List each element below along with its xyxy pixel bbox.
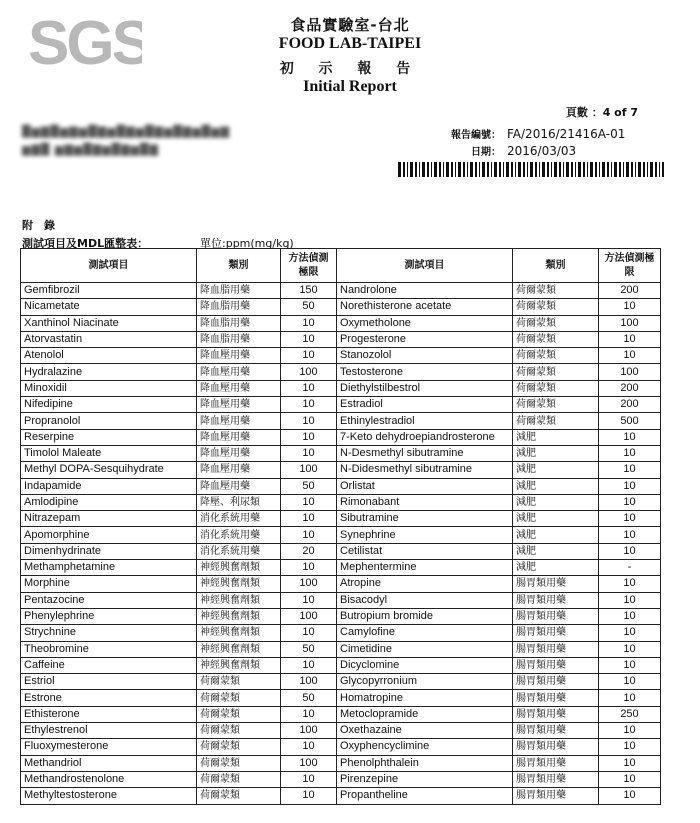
table-row <box>21 527 661 543</box>
lab-name-cn: 食品實驗室-台北 <box>290 16 410 34</box>
item-left: Morphine <box>21 576 197 592</box>
mdl-left: 10 <box>281 592 337 608</box>
mdl-right: 10 <box>599 690 661 706</box>
col-header-category: 類別 <box>197 249 281 283</box>
item-right: Bisacodyl <box>337 592 513 608</box>
mdl-left: 10 <box>281 315 337 331</box>
category-left: 降血壓用藥 <box>197 478 281 494</box>
category-left: 降血脂用藥 <box>197 283 281 299</box>
mdl-left: 10 <box>281 348 337 364</box>
table-row <box>21 755 661 771</box>
mdl-right: 100 <box>599 315 661 331</box>
mdl-left: 20 <box>281 543 337 559</box>
item-right: Phenolphthalein <box>337 755 513 771</box>
item-left: Dimenhydrinate <box>21 543 197 559</box>
report-date <box>441 143 576 158</box>
mdl-left: 100 <box>281 674 337 690</box>
table-row <box>21 315 661 331</box>
mdl-right: 200 <box>599 380 661 396</box>
mdl-right: 10 <box>599 771 661 787</box>
mdl-left: 100 <box>281 608 337 624</box>
table-row <box>21 723 661 739</box>
unit-label: 單位:ppm(mg/kg) <box>200 237 294 250</box>
category-left: 神經興奮劑類 <box>197 576 281 592</box>
col-header-mdl: 方法偵測極限 <box>281 249 337 283</box>
mdl-right: 10 <box>599 625 661 641</box>
item-left: Nitrazepam <box>21 511 197 527</box>
item-right: Ethinylestradiol <box>337 413 513 429</box>
item-left: Estrone <box>21 690 197 706</box>
category-left: 荷爾蒙類 <box>197 788 281 804</box>
category-left: 荷爾蒙類 <box>197 739 281 755</box>
category-left: 降血壓用藥 <box>197 397 281 413</box>
item-left: Atorvastatin <box>21 331 197 347</box>
item-left: Ethylestrenol <box>21 723 197 739</box>
mdl-right: 10 <box>599 331 661 347</box>
col-header-test-item: 測試項目 <box>337 249 513 283</box>
table-row <box>21 592 661 608</box>
table-row <box>21 625 661 641</box>
appendix-label: 附 錄 <box>22 219 55 232</box>
category-left: 降血壓用藥 <box>197 445 281 461</box>
item-left: Methandrostenolone <box>21 771 197 787</box>
mdl-left: 10 <box>281 380 337 396</box>
table-row <box>21 657 661 673</box>
mdl-right: 200 <box>599 283 661 299</box>
mdl-right: 10 <box>599 543 661 559</box>
category-right: 荷爾蒙類 <box>513 413 599 429</box>
lab-name-en: FOOD LAB-TAIPEI <box>278 35 422 52</box>
category-left: 神經興奮劑類 <box>197 608 281 624</box>
category-left: 神經興奮劑類 <box>197 625 281 641</box>
item-right: Rimonabant <box>337 494 513 510</box>
item-left: Propranolol <box>21 413 197 429</box>
table-row <box>21 445 661 461</box>
table-row <box>21 608 661 624</box>
report-number <box>441 126 625 141</box>
item-right: Pirenzepine <box>337 771 513 787</box>
table-title: 測試項目及MDL匯整表： <box>22 237 149 250</box>
category-right: 腸胃類用藥 <box>513 771 599 787</box>
category-right: 荷爾蒙類 <box>513 364 599 380</box>
table-row <box>21 413 661 429</box>
report-number-value: FA/2016/21416A-01 <box>507 127 626 141</box>
category-right: 減肥 <box>513 527 599 543</box>
category-left: 降血壓用藥 <box>197 364 281 380</box>
mdl-right: 10 <box>599 657 661 673</box>
category-left: 降血壓用藥 <box>197 413 281 429</box>
mdl-left: 10 <box>281 445 337 461</box>
mdl-left: 10 <box>281 739 337 755</box>
mdl-left: 50 <box>281 478 337 494</box>
category-right: 荷爾蒙類 <box>513 283 599 299</box>
mdl-left: 10 <box>281 771 337 787</box>
col-header-mdl: 方法偵測極限 <box>599 249 661 283</box>
item-left: Xanthinol Niacinate <box>21 315 197 331</box>
item-right: Progesterone <box>337 331 513 347</box>
item-left: Methyl DOPA-Sesquihydrate <box>21 462 197 478</box>
table-row <box>21 739 661 755</box>
mdl-right: 10 <box>599 788 661 804</box>
category-right: 腸胃類用藥 <box>513 641 599 657</box>
mdl-right: 10 <box>599 494 661 510</box>
table-row <box>21 299 661 315</box>
category-left: 降血壓用藥 <box>197 429 281 445</box>
report-date-value: 2016/03/03 <box>507 144 577 158</box>
item-left: Pentazocine <box>21 592 197 608</box>
item-left: Methamphetamine <box>21 560 197 576</box>
mdl-right: 10 <box>599 299 661 315</box>
item-right: Camylofine <box>337 625 513 641</box>
category-left: 降血脂用藥 <box>197 299 281 315</box>
item-left: Methyltestosterone <box>21 788 197 804</box>
item-right: Norethisterone acetate <box>337 299 513 315</box>
table-row <box>21 429 661 445</box>
mdl-right: 10 <box>599 608 661 624</box>
item-left: Timolol Maleate <box>21 445 197 461</box>
col-header-test-item: 測試項目 <box>21 249 197 283</box>
category-right: 荷爾蒙類 <box>513 380 599 396</box>
category-right: 腸胃類用藥 <box>513 739 599 755</box>
mdl-right: 10 <box>599 755 661 771</box>
table-row <box>21 771 661 787</box>
item-right: Testosterone <box>337 364 513 380</box>
category-right: 腸胃類用藥 <box>513 788 599 804</box>
category-left: 荷爾蒙類 <box>197 723 281 739</box>
item-left: Fluoxymesterone <box>21 739 197 755</box>
table-row <box>21 511 661 527</box>
category-right: 荷爾蒙類 <box>513 348 599 364</box>
category-right: 減肥 <box>513 543 599 559</box>
mdl-left: 100 <box>281 364 337 380</box>
item-right: Atropine <box>337 576 513 592</box>
category-right: 腸胃類用藥 <box>513 625 599 641</box>
mdl-right: 10 <box>599 592 661 608</box>
report-date-label: 日期： <box>471 147 501 158</box>
mdl-left: 10 <box>281 560 337 576</box>
item-right: Cetilistat <box>337 543 513 559</box>
mdl-right: 10 <box>599 527 661 543</box>
mdl-right: 10 <box>599 429 661 445</box>
mdl-right: 10 <box>599 674 661 690</box>
category-right: 腸胃類用藥 <box>513 755 599 771</box>
item-right: Homatropine <box>337 690 513 706</box>
item-right: 7-Keto dehydroepiandrosterone <box>337 429 513 445</box>
mdl-right: 10 <box>599 348 661 364</box>
table-row <box>21 674 661 690</box>
category-right: 減肥 <box>513 494 599 510</box>
category-right: 荷爾蒙類 <box>513 299 599 315</box>
item-left: Phenylephrine <box>21 608 197 624</box>
mdl-left: 10 <box>281 397 337 413</box>
item-right: Estradiol <box>337 397 513 413</box>
category-left: 神經興奮劑類 <box>197 592 281 608</box>
item-left: Methandriol <box>21 755 197 771</box>
category-left: 荷爾蒙類 <box>197 690 281 706</box>
item-left: Nifedipine <box>21 397 197 413</box>
category-left: 降壓、利尿類 <box>197 494 281 510</box>
mdl-right: 10 <box>599 478 661 494</box>
table-row <box>21 348 661 364</box>
category-right: 腸胃類用藥 <box>513 706 599 722</box>
table-row <box>21 560 661 576</box>
item-left: Reserpine <box>21 429 197 445</box>
category-right: 腸胃類用藥 <box>513 690 599 706</box>
redacted-client-address: ▆▇█ ▆▇▆█▇▆█▇▆█▇ <box>22 143 159 156</box>
mdl-left: 10 <box>281 788 337 804</box>
mdl-left: 10 <box>281 429 337 445</box>
item-right: N-Didesmethyl sibutramine <box>337 462 513 478</box>
item-left: Caffeine <box>21 657 197 673</box>
mdl-right: 200 <box>599 397 661 413</box>
mdl-right: 10 <box>599 576 661 592</box>
mdl-left: 10 <box>281 511 337 527</box>
table-header-row <box>21 249 661 283</box>
category-right: 荷爾蒙類 <box>513 397 599 413</box>
table-row <box>21 462 661 478</box>
item-left: Nicametate <box>21 299 197 315</box>
item-left: Hydralazine <box>21 364 197 380</box>
table-row <box>21 478 661 494</box>
table-row <box>21 706 661 722</box>
item-left: Gemfibrozil <box>21 283 197 299</box>
item-right: Orlistat <box>337 478 513 494</box>
category-left: 荷爾蒙類 <box>197 771 281 787</box>
category-right: 腸胃類用藥 <box>513 723 599 739</box>
category-left: 神經興奮劑類 <box>197 560 281 576</box>
item-right: Mephentermine <box>337 560 513 576</box>
item-right: Synephrine <box>337 527 513 543</box>
report-type-cn: 初 示 報 告 <box>279 61 421 77</box>
category-right: 減肥 <box>513 560 599 576</box>
item-right: Butropium bromide <box>337 608 513 624</box>
item-left: Ethisterone <box>21 706 197 722</box>
redacted-client-name: █▆▇█▆▇▆█▇▆█▇▆█▇▆█▇▆█▆▇ <box>22 125 231 138</box>
item-right: N-Desmethyl sibutramine <box>337 445 513 461</box>
category-right: 腸胃類用藥 <box>513 674 599 690</box>
mdl-right: 10 <box>599 462 661 478</box>
item-left: Estriol <box>21 674 197 690</box>
mdl-left: 10 <box>281 657 337 673</box>
mdl-left: 10 <box>281 527 337 543</box>
item-left: Indapamide <box>21 478 197 494</box>
mdl-left: 10 <box>281 706 337 722</box>
category-left: 荷爾蒙類 <box>197 706 281 722</box>
mdl-right: 10 <box>599 723 661 739</box>
mdl-left: 100 <box>281 576 337 592</box>
category-left: 神經興奮劑類 <box>197 657 281 673</box>
table-row <box>21 283 661 299</box>
table-row <box>21 494 661 510</box>
category-left: 降血壓用藥 <box>197 380 281 396</box>
category-left: 消化系統用藥 <box>197 511 281 527</box>
mdl-left: 100 <box>281 723 337 739</box>
mdl-left: 10 <box>281 625 337 641</box>
item-left: Minoxidil <box>21 380 197 396</box>
mdl-right: 10 <box>599 739 661 755</box>
mdl-right: - <box>599 560 661 576</box>
report-number-label: 報告編號： <box>451 130 501 141</box>
item-left: Apomorphine <box>21 527 197 543</box>
item-right: Nandrolone <box>337 283 513 299</box>
mdl-left: 100 <box>281 755 337 771</box>
table-row <box>21 543 661 559</box>
category-left: 降血壓用藥 <box>197 348 281 364</box>
table-row <box>21 690 661 706</box>
category-left: 荷爾蒙類 <box>197 755 281 771</box>
item-left: Atenolol <box>21 348 197 364</box>
mdl-left: 10 <box>281 413 337 429</box>
mdl-right: 10 <box>599 641 661 657</box>
mdl-right: 10 <box>599 445 661 461</box>
mdl-right: 100 <box>599 364 661 380</box>
item-left: Strychnine <box>21 625 197 641</box>
category-right: 荷爾蒙類 <box>513 315 599 331</box>
item-right: Stanozolol <box>337 348 513 364</box>
item-right: Glycopyrronium <box>337 674 513 690</box>
item-right: Metoclopramide <box>337 706 513 722</box>
mdl-right: 10 <box>599 511 661 527</box>
report-type-en: Initial Report <box>303 78 397 95</box>
table-row <box>21 331 661 347</box>
barcode <box>398 162 664 177</box>
item-right: Oxymetholone <box>337 315 513 331</box>
category-right: 腸胃類用藥 <box>513 592 599 608</box>
category-left: 降血壓用藥 <box>197 462 281 478</box>
table-row <box>21 641 661 657</box>
table-row <box>21 397 661 413</box>
item-left: Theobromine <box>21 641 197 657</box>
table-row <box>21 576 661 592</box>
mdl-right: 500 <box>599 413 661 429</box>
category-right: 腸胃類用藥 <box>513 576 599 592</box>
category-right: 腸胃類用藥 <box>513 657 599 673</box>
col-header-category: 類別 <box>513 249 599 283</box>
table-row <box>21 788 661 804</box>
item-right: Oxyphencyclimine <box>337 739 513 755</box>
category-right: 減肥 <box>513 445 599 461</box>
mdl-left: 100 <box>281 462 337 478</box>
category-right: 荷爾蒙類 <box>513 331 599 347</box>
page-number: 頁數 ：4 of 7 <box>565 106 638 119</box>
mdl-left: 50 <box>281 641 337 657</box>
table-row <box>21 364 661 380</box>
category-right: 減肥 <box>513 478 599 494</box>
mdl-left: 10 <box>281 494 337 510</box>
category-right: 減肥 <box>513 462 599 478</box>
category-left: 荷爾蒙類 <box>197 674 281 690</box>
category-left: 降血脂用藥 <box>197 315 281 331</box>
mdl-left: 150 <box>281 283 337 299</box>
item-right: Cimetidine <box>337 641 513 657</box>
item-right: Sibutramine <box>337 511 513 527</box>
category-left: 神經興奮劑類 <box>197 641 281 657</box>
table-row <box>21 380 661 396</box>
category-right: 減肥 <box>513 429 599 445</box>
category-left: 消化系統用藥 <box>197 543 281 559</box>
mdl-right: 250 <box>599 706 661 722</box>
mdl-left: 50 <box>281 690 337 706</box>
mdl-left: 50 <box>281 299 337 315</box>
item-right: Oxethazaine <box>337 723 513 739</box>
item-right: Dicyclomine <box>337 657 513 673</box>
category-left: 消化系統用藥 <box>197 527 281 543</box>
category-right: 腸胃類用藥 <box>513 608 599 624</box>
item-left: Amlodipine <box>21 494 197 510</box>
category-left: 降血脂用藥 <box>197 331 281 347</box>
category-right: 減肥 <box>513 511 599 527</box>
mdl-left: 10 <box>281 331 337 347</box>
mdl-table <box>20 248 661 805</box>
item-right: Diethylstilbestrol <box>337 380 513 396</box>
svg-text:SGS: SGS <box>28 12 142 72</box>
item-right: Propantheline <box>337 788 513 804</box>
